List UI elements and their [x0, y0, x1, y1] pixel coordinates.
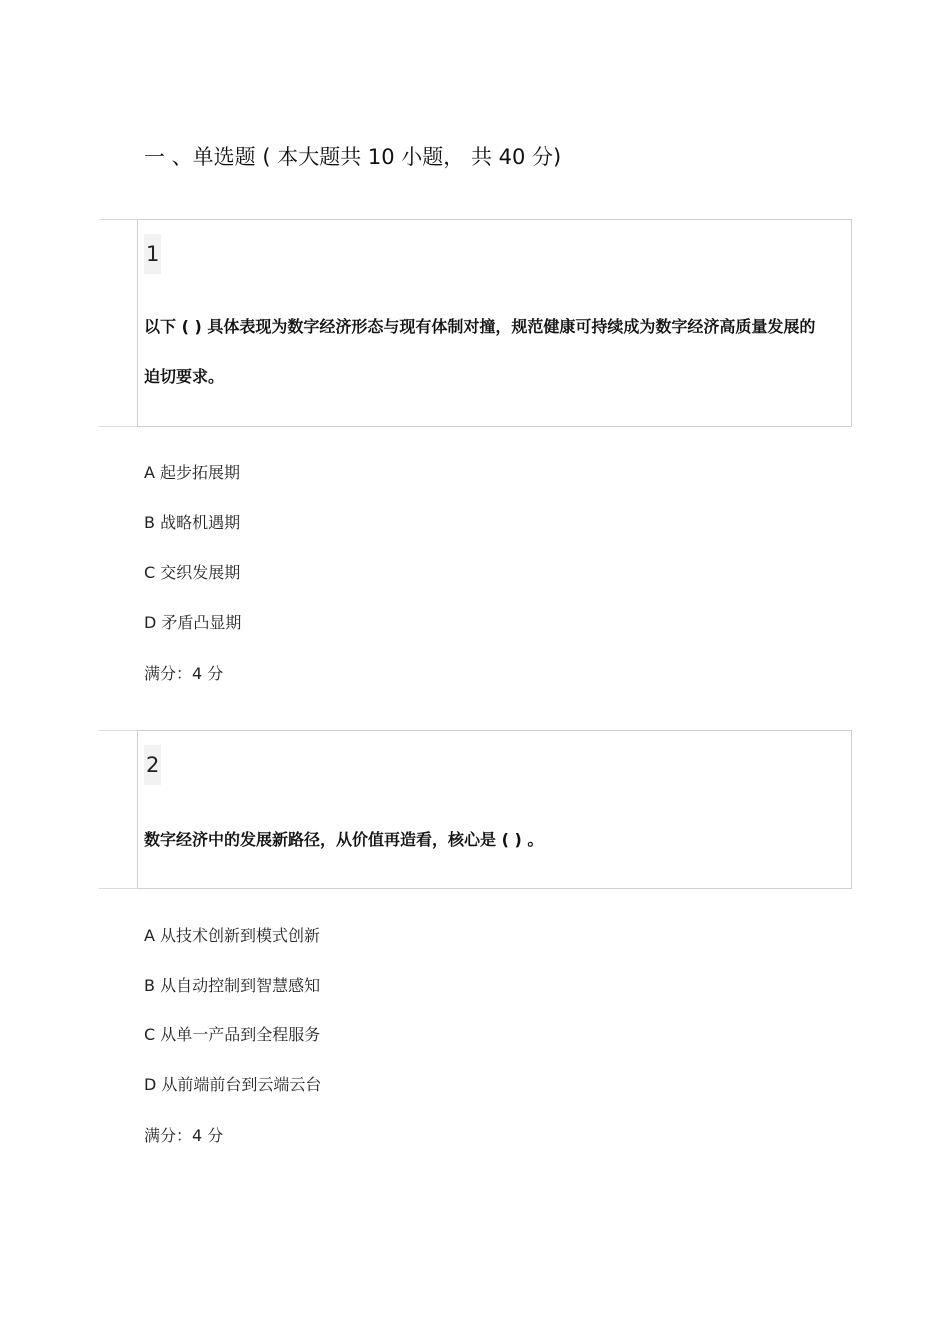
option-c[interactable]: C 交织发展期	[144, 563, 241, 582]
question-margin-marker	[99, 730, 137, 889]
question-score: 满分：4 分	[144, 664, 224, 683]
option-d[interactable]: D 矛盾凸显期	[144, 613, 242, 632]
question-stem-box	[137, 730, 852, 889]
option-d[interactable]: D 从前端前台到云端云台	[144, 1075, 322, 1094]
option-a[interactable]: A 从技术创新到模式创新	[144, 926, 321, 945]
question-card	[99, 730, 852, 889]
section-title: 一 、单选题 ( 本大题共 10 小题， 共 40 分)	[144, 145, 562, 169]
question-number: 2	[144, 745, 161, 785]
option-c[interactable]: C 从单一产品到全程服务	[144, 1025, 321, 1044]
option-a[interactable]: A 起步拓展期	[144, 463, 241, 482]
question-stem-box	[137, 219, 852, 427]
question-score: 满分：4 分	[144, 1126, 224, 1145]
question-number: 1	[144, 234, 161, 274]
question-margin-marker	[99, 219, 137, 427]
option-b[interactable]: B 从自动控制到智慧感知	[144, 976, 321, 995]
question-text: 数字经济中的发展新路径，从价值再造看，核心是 ( ) 。	[144, 830, 544, 849]
question-text: 以下 ( ) 具体表现为数字经济形态与现有体制对撞，规范健康可持续成为数字经济高质量发展的迫切要求。	[144, 317, 816, 386]
option-b[interactable]: B 战略机遇期	[144, 513, 241, 532]
question-card	[99, 219, 852, 427]
